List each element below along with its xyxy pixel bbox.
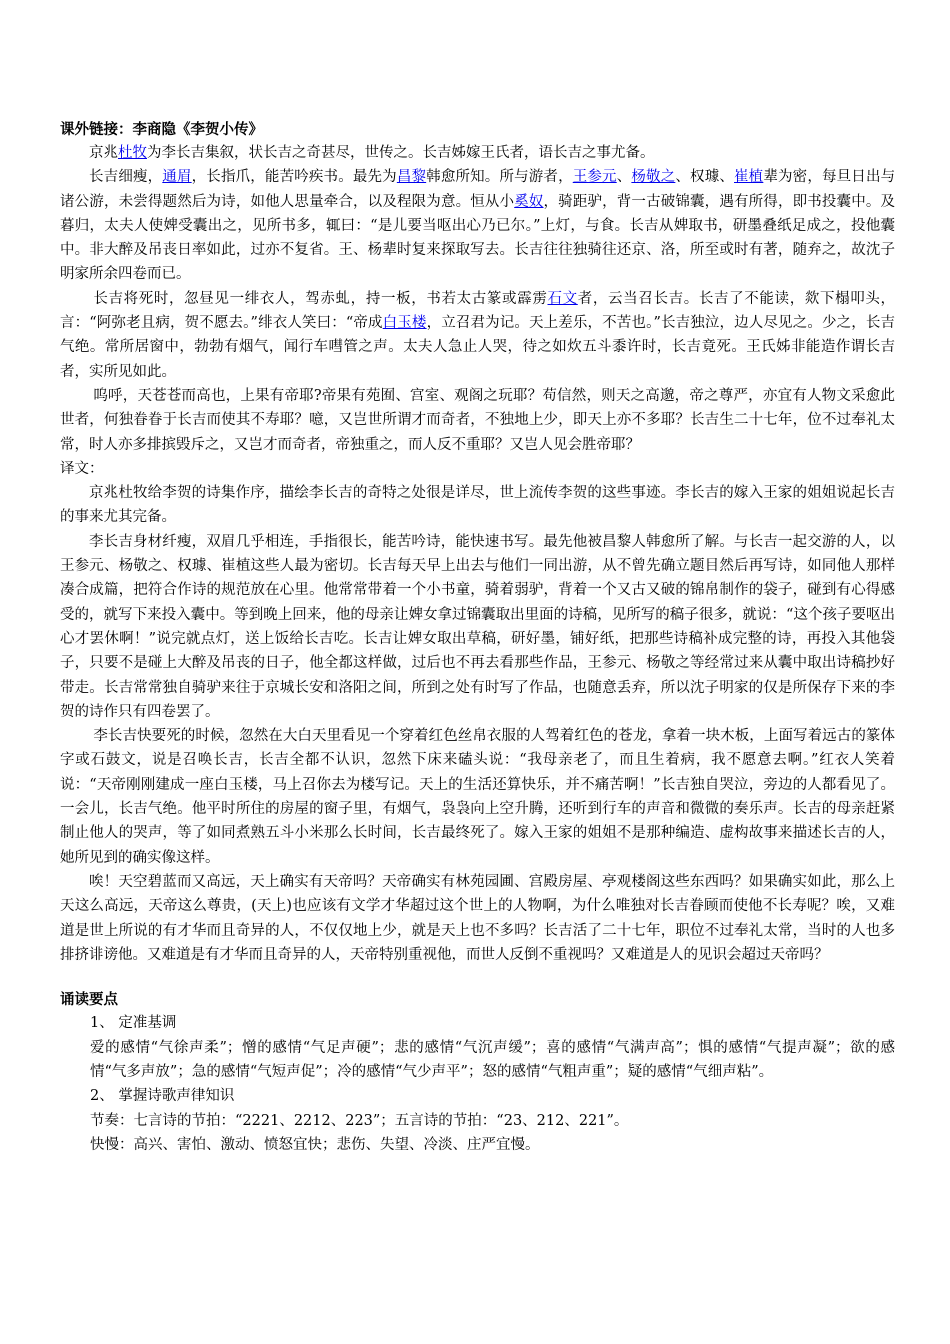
list-item-2-tempo: 快慢：高兴、害怕、激动、愤怒宜快；悲伤、失望、冷淡、庄严宜慢。 xyxy=(90,1137,540,1154)
list-item-2-rhythm: 节奏：七言诗的节拍：“2221、2212、223”；五言诗的节拍：“23、212、221”。 xyxy=(90,1112,629,1129)
link-cui-zhi[interactable]: 崔植 xyxy=(734,169,764,186)
list-item-1-text: 爱的感情“气徐声柔”；憎的感情“气足声硬”；悲的感情“气沉声缓”；喜的感情“气满声高”；惧的感情“气提声凝”；欲的感情“气多声放”；急的感情“气短声促”；冷的感情“气少声平”；怒的感情“气粗声重”；疑的感情“气细声粘”。 xyxy=(90,1039,895,1080)
document-page xyxy=(60,119,895,1158)
translation-paragraph-2: 李长吉身材纤瘦，双眉几乎相连，手指很长，能苦吟诗，能快速书写。最先他被昌黎人韩愈所了解。与长吉一起交游的人，以王参元、杨敬之、权璩、崔植这些人最为密切。长吉每天早上出去与他们一同出游，从不曾先确立题目然后再写诗，如同他人那样凑合成篇，把符合作诗的规范放在心里。他常常带着一个小书童，骑着弱驴，背着一个又古又破的锦帛制作的袋子，碰到有心得感受的，就写下来投入囊中。等到晚上回来，他的母亲让婢女拿过锦囊取出里面的诗稿，见所写的稿子很多，就说：“这个孩子要呕出心才罢休啊！”说完就点灯，送上饭给长吉吃。长吉让婢女取出草稿，研好墨，铺好纸，把那些诗稿补成完整的诗，再投入其他袋子，只要不是碰上大醉及吊丧的日子，他全都这样做，过后也不再去看那些作品，王参元、杨敬之等经常过来从囊中取出诗稿抄好带走。长吉常常独自骑驴来往于京城长安和洛阳之间，所到之处有时写了作品，也随意丢弃，所以沈子明家的仅是所保存下来的李贺的诗作只有四卷罢了。 xyxy=(60,533,895,720)
link-yang-jing-zhi[interactable]: 杨敬之 xyxy=(631,169,676,186)
link-wang-can-yuan[interactable]: 王参元 xyxy=(572,169,617,186)
link-du-mu[interactable]: 杜牧 xyxy=(118,145,147,161)
section-spacer xyxy=(60,967,895,989)
link-chang-li[interactable]: 昌黎 xyxy=(396,169,427,186)
classical-paragraph-2: 长吉细瘦，通眉，长指爪，能苦吟疾书。最先为昌黎韩愈所知。所与游者，王参元、杨敬之、权璩、崔植辈为密，每旦日出与诸公游，未尝得题然后为诗，如他人思量牵合，以及程限为意。恒从小奚奴，骑距驴，背一古破锦囊，遇有所得，即书投囊中。及暮归，太夫人使婢受囊出之，见所书多，辄曰：“是儿要当呕出心乃已尔。”上灯，与食。长吉从婢取书，研墨叠纸足成之，投他囊中。非大醉及吊丧日率如此，过亦不复省。王、杨辈时复来探取写去。长吉往往独骑往还京、洛，所至或时有著，随弃之，故沈子明家所余四卷而已。 xyxy=(60,169,896,283)
classical-paragraph-4: 呜呼，天苍苍而高也，上果有帝耶?帝果有苑囿、宫室、观阁之玩耶？苟信然，则天之高邈，帝之尊严，亦宜有人物文采愈此世者，何独眷眷于长吉而使其不寿耶？噫，又岂世所谓才而奇者，不独地上少，即天上亦不多耶？长吉生二十七年，位不过奉礼太常，时人亦多排摈毁斥之，又岂才而奇者，帝独重之，而人反不重耶？又岂人见会胜帝耶？ xyxy=(60,387,895,453)
classical-paragraph-1: 京兆杜牧为李长吉集叙，状长吉之奇甚尽，世传之。长吉姊嫁王氏者，语长吉之事尤备。 xyxy=(89,145,655,161)
link-xi-nu[interactable]: 奚奴 xyxy=(514,193,544,210)
translation-paragraph-3: 李长吉快要死的时候，忽然在大白天里看见一个穿着红色丝帛衣服的人驾着红色的苍龙，拿着一块木板，上面写着远古的篆体字或石鼓文，说是召唤长吉，长吉全都不认识，忽然下床来磕头说：“我母亲老了，而且生着病，我不愿意去啊。”红衣人笑着说：“天帝刚刚建成一座白玉楼，马上召你去为楼写记。天上的生活还算快乐，并不痛苦啊！”长吉独自哭泣，旁边的人都看见了。一会儿，长吉气绝。他平时所住的房屋的窗子里，有烟气，袅袅向上空升腾，还听到行车的声音和微微的奏乐声。长吉的母亲赶紧制止他人的哭声，等了如同煮熟五斗小米那么长时间，长吉最终死了。嫁入王家的姐姐不是那种编造、虚构故事来描述长吉的人，她所见到的确实像这样。 xyxy=(60,728,895,866)
classical-paragraph-3: 长吉将死时，忽昼见一绯衣人，驾赤虬，持一板，书若太古篆或霹雳石文者，云当召长吉。长吉了不能读，欻下榻叩头，言：“阿弥老且病，贺不愿去。”绯衣人笑曰：“帝成白玉楼，立召君为记。天上差乐，不苦也。”长吉独泣，边人尽见之。少之，长吉气绝。常所居窗中，勃勃有烟气，闻行车嘒管之声。太夫人急止人哭，待之如炊五斗黍许时，长吉竟死。王氏姊非能造作谓长吉者，实所见如此。 xyxy=(60,290,896,380)
list-item-2-heading: 2、 掌握诗歌声律知识 xyxy=(90,1088,235,1105)
section-heading-reading-points: 诵读要点 xyxy=(60,992,118,1009)
link-shi-wen[interactable]: 石文 xyxy=(547,290,578,307)
translation-paragraph-4: 唉！天空碧蓝而又高远，天上确实有天帝吗？天帝确实有林苑园圃、宫殿房屋、亭观楼阁这些东西吗？如果确实如此，那么上天这么高远，天帝这么尊贵，(天上)也应该有文学才华超过这个世上的人物啊，为什么唯独对长吉眷顾而使他不长寿呢？唉，又难道是世上所说的有才华而且奇异的人，不仅仅地上少，就是天上也不多吗？长吉活了二十七年，职位不过奉礼太常，当时的人也多排挤诽谤他。又难道是有才华而且奇异的人，天帝特别重视他，而世人反倒不重视吗？又难道是人的见识会超过天帝吗？ xyxy=(60,873,895,963)
link-tong-mei[interactable]: 通眉 xyxy=(162,169,192,186)
translation-label: 译文： xyxy=(60,460,104,477)
translation-paragraph-1: 京兆杜牧给李贺的诗集作序，描绘李长吉的奇特之处很是详尽，世上流传李贺的这些事迹。李长吉的嫁入王家的姐姐说起长吉的事来尤其完备。 xyxy=(60,485,895,526)
section-heading-extra-reading: 课外链接：李商隐《李贺小传》 xyxy=(60,122,263,138)
list-item-1-heading: 1、 定准基调 xyxy=(90,1015,177,1032)
link-bai-yu-lou[interactable]: 白玉楼 xyxy=(382,315,427,332)
